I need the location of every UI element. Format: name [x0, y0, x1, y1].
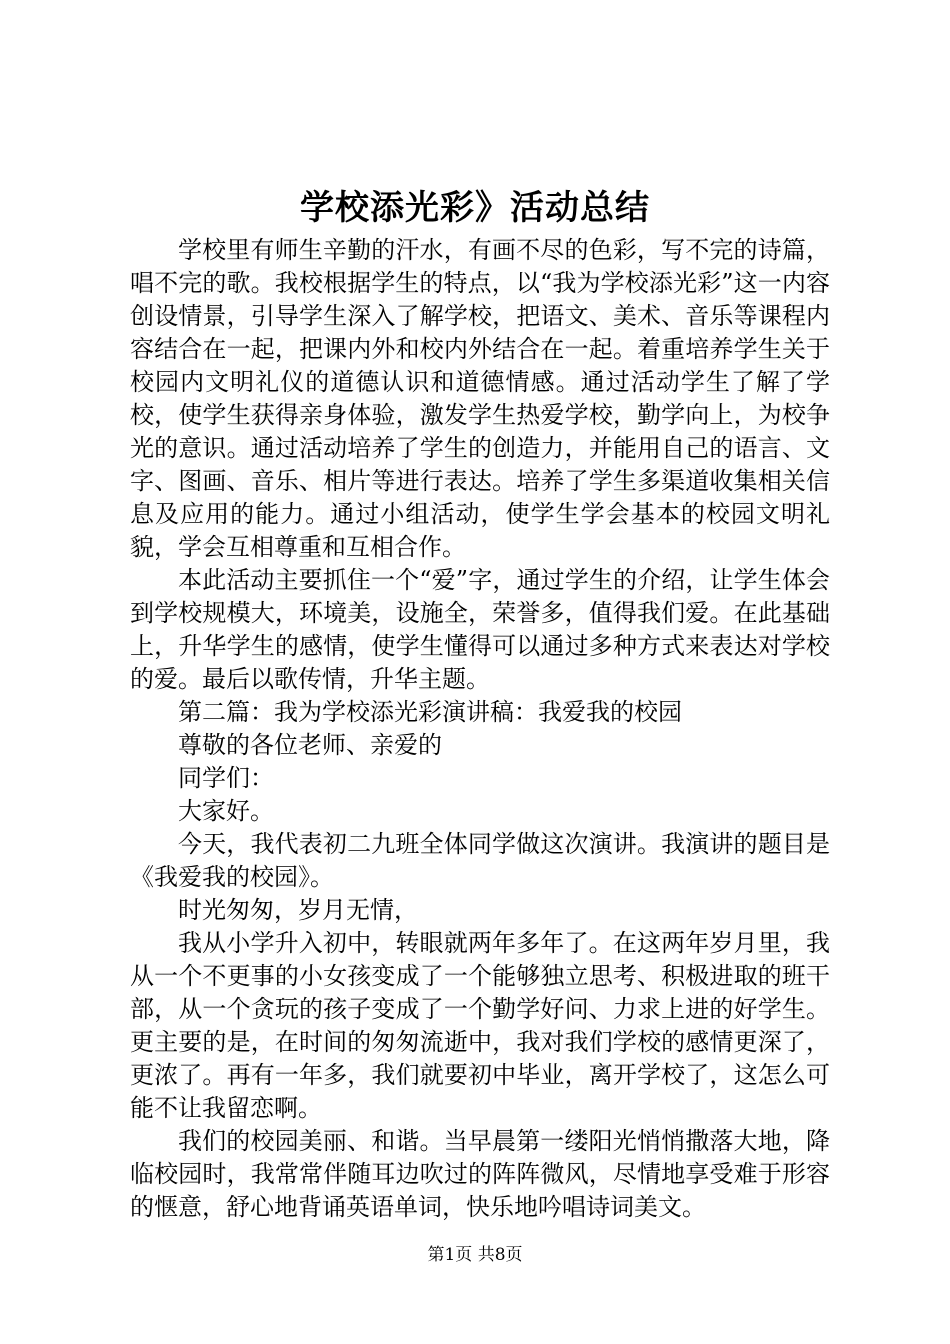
paragraph-activity-summary: 学校里有师生辛勤的汗水，有画不尽的色彩，写不完的诗篇，唱不完的歌。我校根据学生的特点，以“我为学校添光彩”这一内容创设情景，引导学生深入了解学校，把语文、美术、音乐等课程内容结合在一起，把课内外和校内外结合在一起。着重培养学生关于校园内文明礼仪的道德认识和道德情感。通过活动学生了解了学校，使学生获得亲身体验，激发学生热爱学校，勤学向上，为校争光的意识。通过活动培养了学生的创造力，并能用自己的语言、文字、图画、音乐、相片等进行表达。培养了学生多渠道收集相关信息及应用的能力。通过小组活动，使学生学会基本的校园文明礼貌，学会互相尊重和互相合作。: [130, 236, 830, 561]
paragraph-greeting: 大家好。: [178, 797, 274, 825]
paragraph-activity-focus: 本此活动主要抓住一个“爱”字，通过学生的介绍，让学生体会到学校规模大，环境美，设施全，荣誉多，值得我们爱。在此基础上，升华学生的感情，使学生懂得可以通过多种方式来表达对学校的爱。最后以歌传情，升华主题。: [130, 566, 830, 693]
paragraph-time-passing: 时光匆匆，岁月无情，: [178, 896, 418, 924]
paragraph-speech-intro: 今天，我代表初二九班全体同学做这次演讲。我演讲的题目是《我爱我的校园》。: [130, 830, 830, 891]
page-number-footer: 第1页 共8页: [427, 1245, 523, 1265]
paragraph-growth: 我从小学升入初中，转眼就两年多年了。在这两年岁月里，我从一个不更事的小女孩变成了一个能够独立思考、积极进取的班干部，从一个贪玩的孩子变成了一个勤学好问、力求上进的好学生。更主要的是，在时间的匆匆流逝中，我对我们学校的感情更深了，更浓了。再有一年多，我们就要初中毕业，离开学校了，这怎么可能不让我留恋啊。: [130, 929, 830, 1122]
paragraph-second-title: 第二篇：我为学校添光彩演讲稿：我爱我的校园: [178, 698, 682, 726]
paragraph-salutation-cont: 同学们：: [178, 764, 274, 792]
document-body: [130, 234, 830, 1224]
paragraph-salutation: 尊敬的各位老师、亲爱的: [178, 731, 442, 759]
document-title: 学校添光彩》活动总结: [300, 188, 650, 228]
paragraph-campus-beauty: 我们的校园美丽、和谐。当早晨第一缕阳光悄悄撒落大地，降临校园时，我常常伴随耳边吹过的阵阵微风，尽情地享受难于形容的惬意，舒心地背诵英语单词，快乐地吟唱诗词美文。: [130, 1127, 830, 1221]
